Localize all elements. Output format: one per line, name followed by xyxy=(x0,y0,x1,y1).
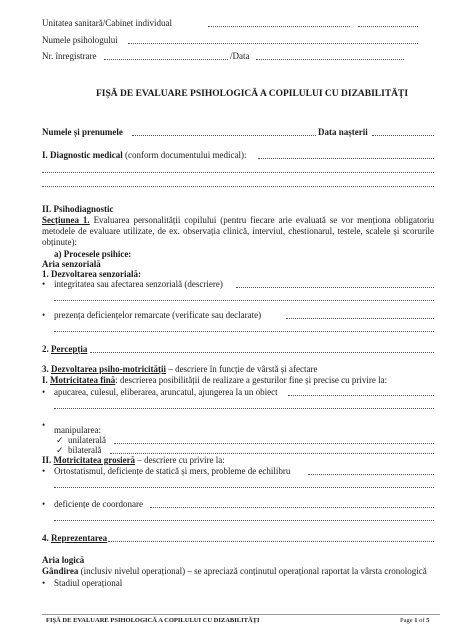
orthostatism-item: Ortostatismul, deficiențe de statică și mers, probleme de echilibru xyxy=(54,466,291,476)
orthostatism-dotted-line-1 xyxy=(308,474,434,475)
medical-diagnosis-heading: I. Diagnostic medical (conform documentului medical): xyxy=(42,150,247,160)
diagnosis-dotted-line-2 xyxy=(42,172,434,173)
bilateral-item: bilaterală xyxy=(68,445,102,455)
sensory-area-heading: Aria senzorială xyxy=(42,259,101,269)
representation-heading: 4. Reprezentarea xyxy=(42,533,108,543)
unit-label: Unitatea sanitară/Cabinet individual xyxy=(42,18,172,28)
bullet-icon: • xyxy=(42,499,46,509)
name-dotted-line xyxy=(132,135,316,136)
operational-stage-item: Stadiul operațional xyxy=(54,578,123,588)
checkmark-icon: ✓ xyxy=(56,435,64,445)
fine-motor-heading: I. Motricitatea fină: descrierea posibilității de realizare a gesturilor fine și precise cu privire la: xyxy=(42,375,388,385)
date-dotted-line xyxy=(256,59,404,60)
birth-date-dotted-line xyxy=(372,135,434,136)
integrity-dotted-line-2 xyxy=(54,300,434,301)
bullet-icon: • xyxy=(42,310,46,320)
birth-date-label: Data nașterii xyxy=(318,127,368,137)
bilateral-dotted-line xyxy=(110,453,434,454)
evaluation-intro: Secțiunea 1. Evaluarea personalității copilului (pentru fiecare arie evaluată se vor menționa obligatoriu metodele de evaluare utilizate, de ex. observația clinică, interviul, chestionarul, testele, scalele și scorurile obținute): xyxy=(42,215,434,247)
bullet-icon: • xyxy=(42,578,46,588)
thinking-heading: Gândirea (inclusiv nivelul operațional) – se apreciază conținutul operațional raportat la vârsta cronologică xyxy=(42,566,427,576)
coordination-dotted-line-1 xyxy=(150,507,434,508)
name-label: Numele și prenumele xyxy=(42,127,123,137)
psychologist-label: Numele psihologului xyxy=(42,35,118,45)
document-title: FIȘĂ DE EVALUARE PSIHOLOGICĂ A COPILULUI CU DIZABILITĂȚI xyxy=(96,89,409,99)
bullet-icon: • xyxy=(42,279,46,289)
logic-area-heading: Aria logică xyxy=(42,555,85,565)
grasp-dotted-line-2 xyxy=(54,408,434,409)
orthostatism-dotted-line-2 xyxy=(54,487,434,488)
page-number: Page 1 of 5 xyxy=(400,617,430,624)
date-label: /Data xyxy=(230,51,250,61)
grasp-dotted-line-1 xyxy=(288,395,434,396)
deficits-dotted-line-1 xyxy=(286,318,434,319)
psychodiagnostic-heading: II. Psihodiagnostic xyxy=(42,204,114,214)
unilateral-item: unilaterală xyxy=(68,435,106,445)
diagnosis-dotted-line-1 xyxy=(258,158,434,159)
psychic-processes-heading: a) Procesele psihice: xyxy=(54,249,132,259)
coordination-dotted-line-2 xyxy=(54,520,434,521)
bullet-icon: • xyxy=(42,466,46,476)
bullet-icon: • xyxy=(42,420,46,430)
grasp-item: apucarea, culesul, eliberarea, aruncatul, ajungerea la un obiect xyxy=(54,387,278,397)
perception-dotted-line xyxy=(90,352,434,353)
sensory-integrity-item: integritatea sau afectarea senzorială (descriere) xyxy=(54,279,223,289)
sensory-development-heading: 1. Dezvoltarea senzorială: xyxy=(42,269,142,279)
deficits-dotted-line-2 xyxy=(54,331,434,332)
coordination-item: deficiențe de coordonare xyxy=(54,499,143,509)
unit-dotted-line-2 xyxy=(358,26,418,27)
unit-dotted-line xyxy=(208,26,350,27)
manipulation-item: manipularea: xyxy=(54,425,101,435)
bullet-icon: • xyxy=(42,387,46,397)
psychomotor-heading: 3. Dezvoltarea psiho-motricității – descriere în funcție de vârstă și afectare xyxy=(42,364,318,374)
diagnosis-dotted-line-3 xyxy=(42,186,434,187)
footer-divider xyxy=(42,614,440,615)
registration-dotted-line xyxy=(104,59,228,60)
perception-heading: 2. Percepția xyxy=(42,344,88,354)
checkmark-icon: ✓ xyxy=(56,445,64,455)
integrity-dotted-line-1 xyxy=(236,287,434,288)
footer-title: FIȘĂ DE EVALUARE PSIHOLOGICĂ A COPILULUI CU DIZABILITĂȚI xyxy=(46,617,260,624)
gross-motor-heading: II. Motricitatea grosieră – descriere cu privire la: xyxy=(42,455,225,465)
deficits-item: prezența deficiențelor remarcate (verificate sau declarate) xyxy=(54,310,262,320)
psychologist-dotted-line xyxy=(128,43,418,44)
registration-label: Nr. înregistrare xyxy=(42,51,97,61)
unilateral-dotted-line xyxy=(114,443,434,444)
representation-dotted-line xyxy=(108,541,434,542)
